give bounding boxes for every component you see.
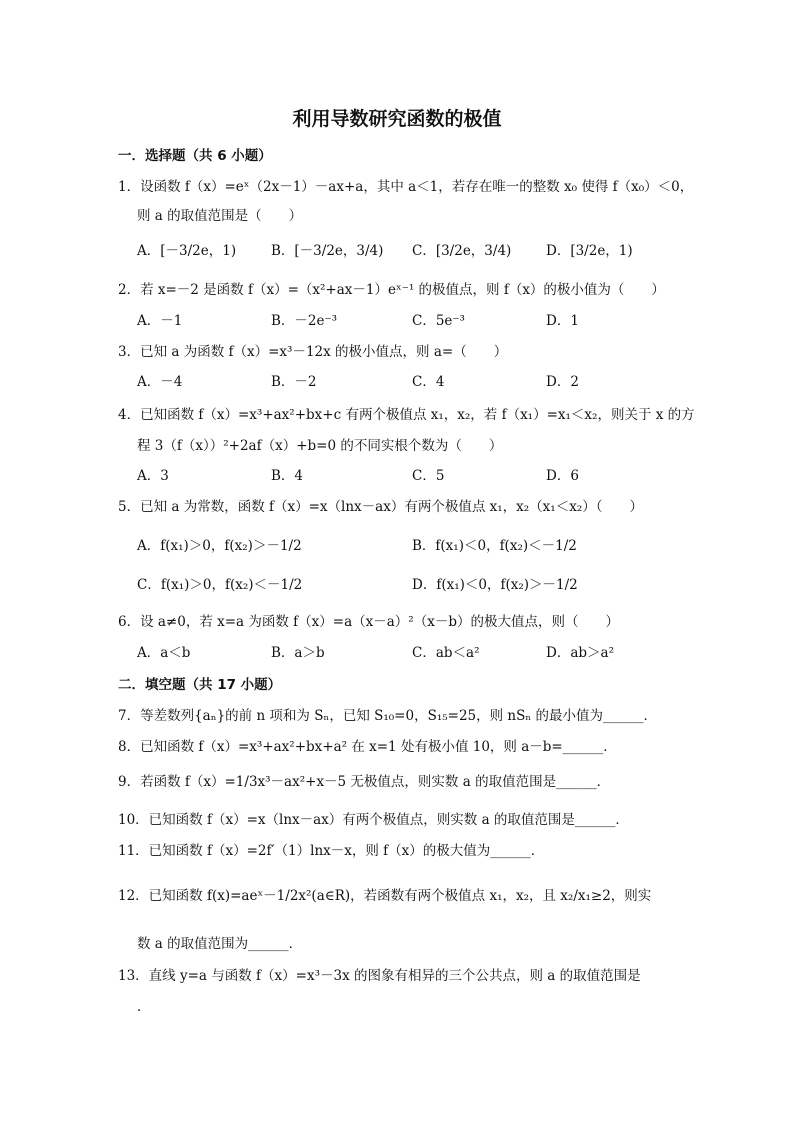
question-1-option-d: D．[3/2e，1) bbox=[546, 243, 633, 259]
question-7: 7．等差数列{aₙ}的前 n 项和为 Sₙ，已知 S₁₀=0，S₁₅=25，则 nSₙ 的最小值为______． bbox=[118, 708, 658, 724]
question-1-option-b: B．[－3/2e，3/4) bbox=[271, 243, 384, 259]
question-3-line-1: 3．已知 a 为函数 f（x）=x³－12x 的极小值点，则 a=（ ） bbox=[118, 344, 508, 360]
question-5-option-c: C．f(x₁)＞0，f(x₂)＜－1/2 bbox=[137, 577, 303, 593]
question-2-option-a: A．－1 bbox=[137, 313, 183, 329]
question-1-option-a: A．[－3/2e，1) bbox=[137, 243, 237, 259]
question-13-line-2: ． bbox=[137, 999, 151, 1015]
question-4-option-c: C．5 bbox=[412, 468, 445, 484]
question-5-line-1: 5．已知 a 为常数，函数 f（x）=x（lnx－ax）有两个极值点 x₁，x₂（x₁＜x₂）（ ） bbox=[118, 499, 643, 515]
question-6-option-c: C．ab＜a² bbox=[412, 645, 480, 661]
question-4-option-d: D．6 bbox=[546, 468, 579, 484]
question-9: 9．若函数 f（x）=1/3x³－ax²+x－5 无极值点，则实数 a 的取值范围是______． bbox=[118, 774, 611, 790]
question-3-option-b: B．－2 bbox=[271, 374, 317, 390]
question-6-option-b: B．a＞b bbox=[271, 645, 325, 661]
question-5-option-a: A．f(x₁)＞0，f(x₂)＞－1/2 bbox=[137, 538, 302, 554]
question-3-option-a: A．－4 bbox=[137, 374, 183, 390]
question-3-option-c: C．4 bbox=[412, 374, 445, 390]
section-heading-choice: 一．选择题（共 6 小题） bbox=[118, 148, 272, 164]
question-6-option-a: A．a＜b bbox=[137, 645, 191, 661]
question-5-option-d: D．f(x₁)＜0，f(x₂)＞－1/2 bbox=[412, 577, 578, 593]
question-12-line-1: 12．已知函数 f(x)=aeˣ－1/2x²(a∈R)，若函数有两个极值点 x₁，x₂，且 x₂/x₁≥2，则实 bbox=[118, 888, 652, 904]
page-title: 利用导数研究函数的极值 bbox=[292, 108, 502, 130]
question-13-line-1: 13．直线 y=a 与函数 f（x）=x³－3x 的图象有相异的三个公共点，则 a 的取值范围是 bbox=[118, 968, 641, 984]
question-11: 11．已知函数 f（x）=2f′（1）lnx－x，则 f（x）的极大值为______． bbox=[118, 843, 545, 859]
question-6-option-d: D．ab＞a² bbox=[546, 645, 614, 661]
question-2-option-c: C．5e⁻³ bbox=[412, 313, 465, 329]
question-2-option-b: B．－2e⁻³ bbox=[271, 313, 338, 329]
question-10: 10．已知函数 f（x）=x（lnx－ax）有两个极值点，则实数 a 的取值范围是______． bbox=[118, 812, 629, 828]
question-4-line-2: 程 3（f（x））²+2af（x）+b=0 的不同实根个数为（ ） bbox=[137, 438, 503, 454]
question-4-line-1: 4．已知函数 f（x）=x³+ax²+bx+c 有两个极值点 x₁，x₂，若 f（x₁）=x₁＜x₂，则关于 x 的方 bbox=[118, 407, 695, 423]
question-1-line-2: 则 a 的取值范围是（ ） bbox=[137, 208, 303, 224]
question-8: 8．已知函数 f（x）=x³+ax²+bx+a² 在 x=1 处有极小值 10，则 a－b=______． bbox=[118, 739, 617, 755]
question-3-option-d: D．2 bbox=[546, 374, 579, 390]
question-4-option-b: B．4 bbox=[271, 468, 304, 484]
section-heading-fill: 二．填空题（共 17 小题） bbox=[118, 677, 282, 693]
question-4-option-a: A．3 bbox=[137, 468, 169, 484]
question-12-line-2: 数 a 的取值范围为______． bbox=[137, 936, 303, 952]
question-1-line-1: 1．设函数 f（x）=eˣ（2x－1）－ax+a，其中 a＜1，若存在唯一的整数 x₀ 使得 f（x₀）＜0， bbox=[118, 179, 694, 195]
question-5-option-b: B．f(x₁)＜0，f(x₂)＜－1/2 bbox=[412, 538, 577, 554]
question-2-line-1: 2．若 x=－2 是函数 f（x）=（x²+ax－1）eˣ⁻¹ 的极值点，则 f（x）的极小值为（ ） bbox=[118, 282, 665, 298]
question-6-line-1: 6．设 a≠0，若 x=a 为函数 f（x）=a（x－a）²（x－b）的极大值点，则（ ） bbox=[118, 614, 619, 630]
question-2-option-d: D．1 bbox=[546, 313, 579, 329]
question-1-option-c: C．[3/2e，3/4) bbox=[412, 243, 512, 259]
